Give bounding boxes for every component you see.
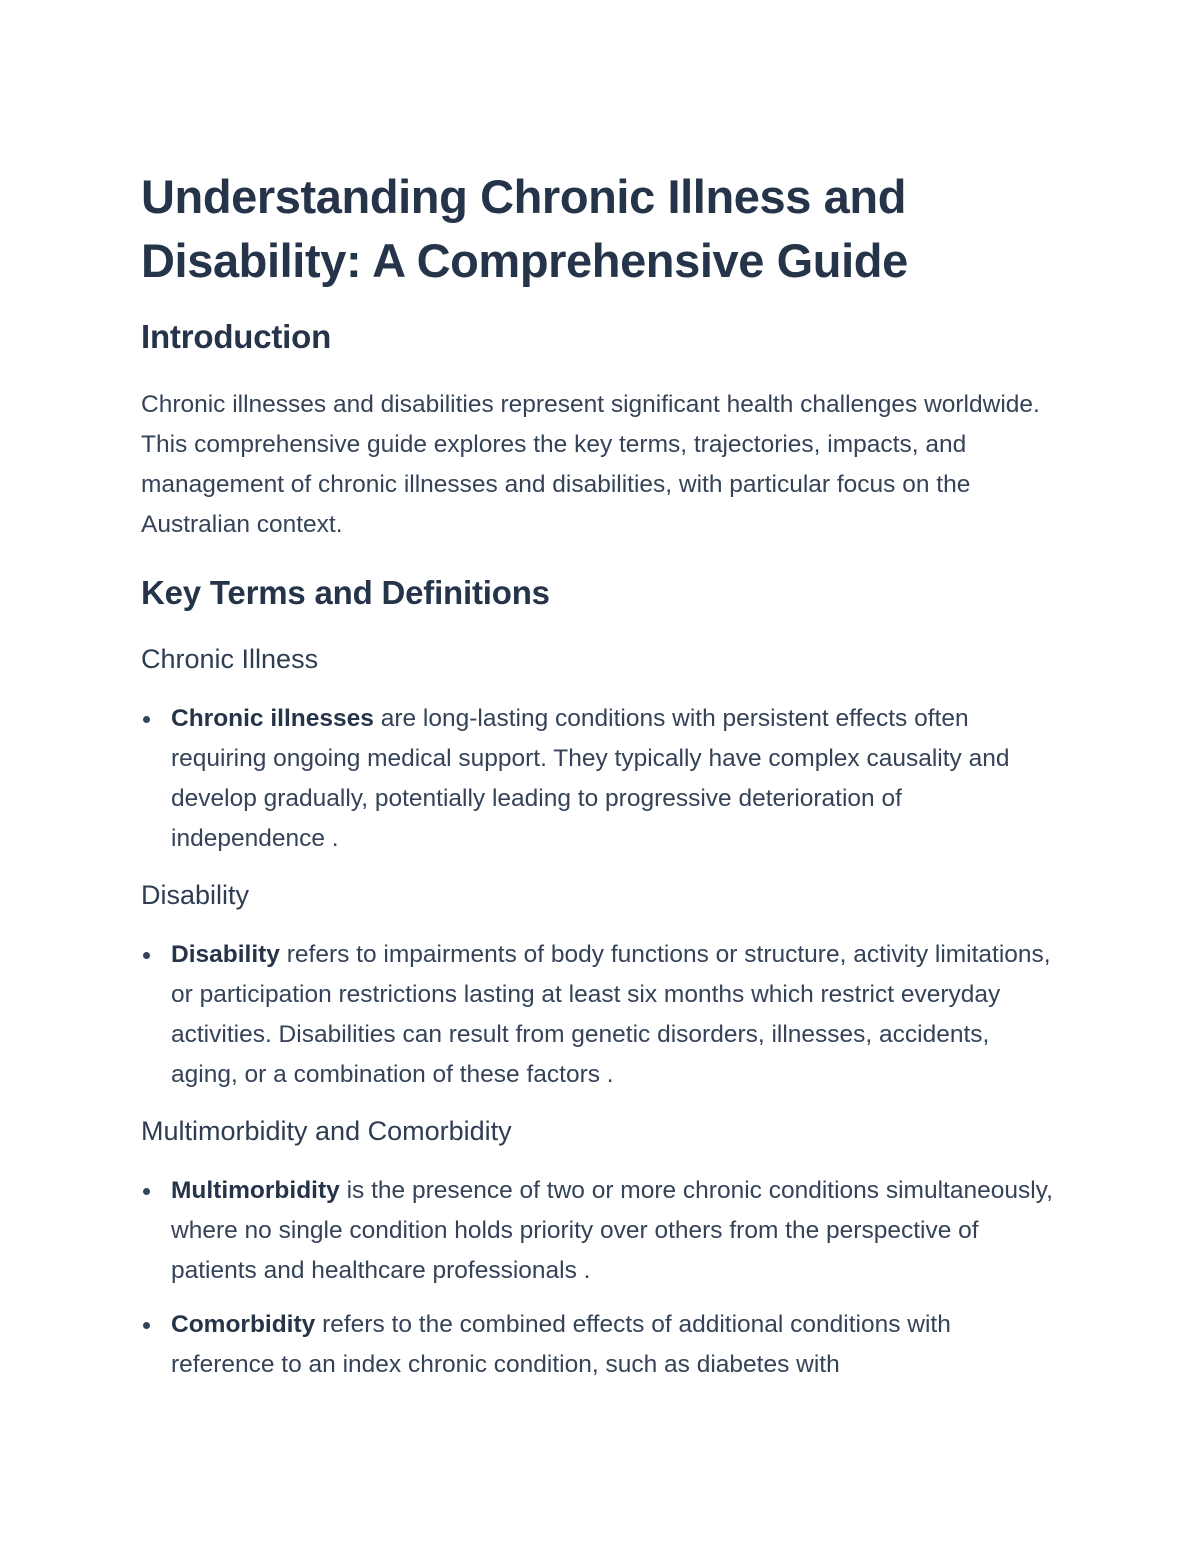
document-page (141, 165, 1061, 1385)
document-title: Understanding Chronic Illness and Disability: A Comprehensive Guide (141, 170, 908, 287)
bullet-icon (143, 1188, 150, 1195)
introduction-paragraph: Chronic illnesses and disabilities represent significant health challenges worldwide. This comprehensive guide explores the key terms, trajectories, impacts, and management of chronic illnesses and disabilities, with particular focus on the Australian context. (141, 391, 1040, 538)
disability-list (141, 935, 1061, 1095)
multimorbidity-list (141, 1171, 1061, 1385)
list-item (141, 699, 1061, 859)
term-label: Multimorbidity (171, 1177, 340, 1204)
bullet-icon (143, 716, 150, 723)
term-label: Disability (171, 941, 280, 968)
chronic-illness-heading: Chronic Illness (141, 644, 319, 674)
list-item (141, 1305, 1061, 1385)
introduction-heading: Introduction (141, 318, 332, 355)
multimorbidity-heading: Multimorbidity and Comorbidity (141, 1116, 512, 1146)
disability-heading: Disability (141, 880, 250, 910)
bullet-icon (143, 952, 150, 959)
list-item (141, 935, 1061, 1095)
term-definition: refers to the combined effects of additional conditions with reference to an index chronic condition, such as diabetes with (171, 1311, 951, 1378)
bullet-icon (143, 1322, 150, 1329)
term-definition: are long-lasting conditions with persistent effects often requiring ongoing medical support. They typically have complex causality and develop gradually, potentially leading to progressive deterioration of independence . (171, 705, 1010, 852)
key-terms-heading: Key Terms and Definitions (141, 574, 550, 611)
term-label: Comorbidity (171, 1311, 316, 1338)
term-definition: is the presence of two or more chronic conditions simultaneously, where no single condition holds priority over others from the perspective of patients and healthcare professionals . (171, 1177, 1053, 1284)
chronic-illness-list (141, 699, 1061, 859)
term-definition: refers to impairments of body functions or structure, activity limitations, or participation restrictions lasting at least six months which restrict everyday activities. Disabilities can result from genetic disorders, illnesses, accidents, aging, or a combination of these factors . (171, 941, 1051, 1088)
term-label: Chronic illnesses (171, 705, 374, 732)
list-item (141, 1171, 1061, 1291)
